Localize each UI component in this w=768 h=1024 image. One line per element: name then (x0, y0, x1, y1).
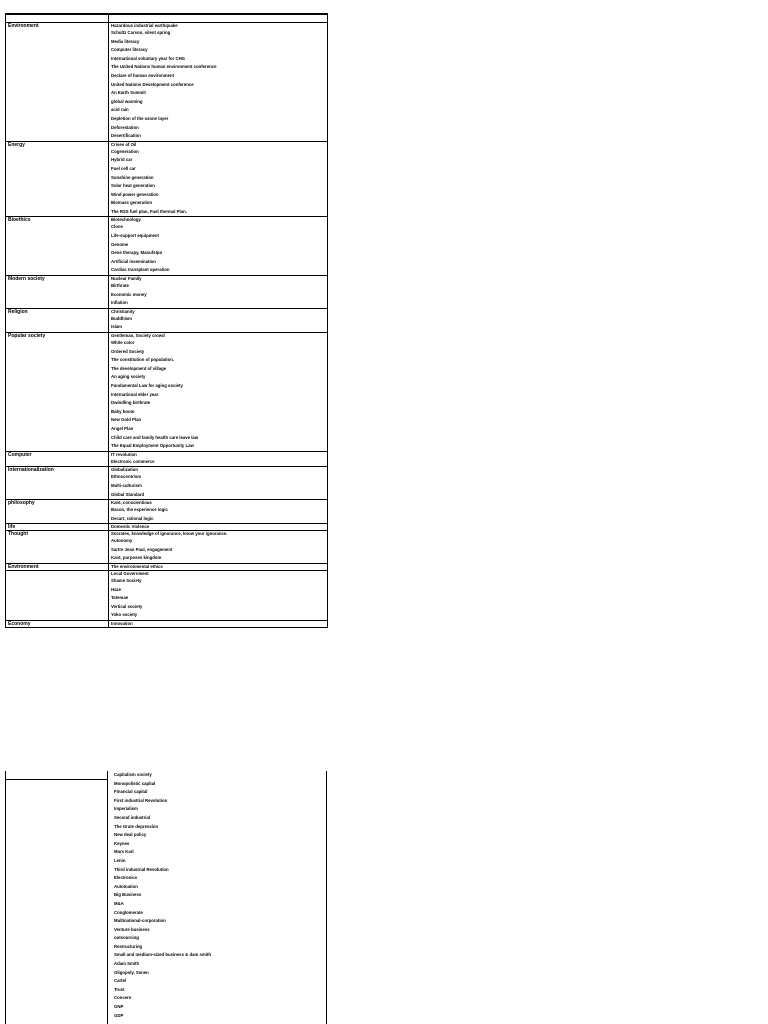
topic-item: Christianity (111, 308, 135, 314)
topic-item: Haze (111, 586, 122, 592)
items-cell (109, 308, 328, 332)
items-cell (109, 333, 328, 452)
topic-item: Big Business (114, 892, 142, 898)
topic-item: GNP (114, 1004, 124, 1010)
category-cell (6, 531, 109, 564)
items-cell (109, 467, 328, 500)
topic-item: Decart, rational logic (111, 515, 154, 521)
topic-item: Automation (114, 883, 138, 889)
topic-item: Life-support equipment (111, 233, 159, 239)
topic-item: Innovation (111, 621, 133, 627)
category-cell (6, 217, 109, 276)
category-label: Modern society (8, 276, 45, 283)
topic-item: Lenin (114, 857, 126, 863)
category-label: Internationalization (8, 467, 54, 474)
topic-item: Nuclear Family (111, 276, 142, 282)
topic-item: Autonomy (111, 538, 133, 544)
topic-item: Fundamental Law for aging society (111, 382, 183, 388)
category-cell (6, 467, 109, 500)
topic-item: Tatemae (111, 595, 129, 601)
topic-item: Genome (111, 241, 129, 247)
topic-item: Third industrial Revolution (114, 866, 169, 872)
topic-item: International voluntary year for CHG (111, 55, 186, 61)
header-cell-2 (109, 14, 328, 23)
topic-item: Yoko society (111, 612, 138, 618)
topic-item: Vertical society (111, 603, 143, 609)
topic-item: Kant, conscientious (111, 500, 152, 506)
items-cell (109, 531, 328, 564)
topic-item: Inflation (111, 300, 128, 306)
topic-item: Bacon, the experience logic (111, 507, 168, 513)
topic-item: Wind power generation (111, 191, 159, 197)
section-row (6, 467, 328, 500)
topic-item: Restructuring (114, 943, 143, 949)
topic-item: Venture business (114, 926, 150, 932)
items-cell (109, 276, 328, 309)
topic-item: acid rain (111, 107, 129, 113)
topic-item: Crises of Oil (111, 141, 137, 147)
category-label: Energy (8, 141, 25, 148)
topic-item: Marx Karl (114, 849, 134, 855)
topic-table (5, 13, 328, 628)
topic-item: Adam Smith (114, 961, 140, 967)
topic-item: Keynes (114, 840, 130, 846)
topic-item: International elder year (111, 391, 159, 397)
topic-item: Deforestation (111, 124, 139, 130)
topic-item: Desertification (111, 133, 141, 139)
topic-item: The United Nations human environment conference (111, 64, 217, 70)
topic-item: White color (111, 340, 135, 345)
topic-item: Ethnocentrism (111, 474, 142, 480)
category-cell (6, 524, 109, 531)
topic-item: Gene therapy, Manufstpo (111, 250, 163, 256)
topic-item: Biomass generation (111, 200, 153, 206)
category-cell (6, 276, 109, 309)
section-row (6, 531, 328, 564)
category-cell (6, 500, 109, 524)
topic-item: The constitution of population. (111, 357, 175, 363)
topic-item: Multi-culturism (111, 482, 142, 488)
topic-item: Artificial insemination (111, 258, 156, 264)
topic-item: United Nations Development conference (111, 81, 194, 87)
topic-item: Capitalism society (114, 772, 152, 777)
topic-item: Trust (114, 986, 125, 992)
spreadsheet-page-2 (5, 771, 327, 1024)
topic-item: An Earth Summit (111, 90, 146, 96)
section-row (6, 524, 328, 531)
topic-item: Multinational-corporation (114, 918, 166, 924)
header-cell-1 (6, 14, 109, 23)
topic-item: Birthrate (111, 283, 129, 289)
category-cell (6, 23, 109, 142)
topic-item: Small and medium-sized business & dam smith (114, 952, 211, 958)
category-cell (6, 564, 109, 571)
category-cell (6, 333, 109, 452)
topic-item: outsourcing (114, 935, 139, 941)
item-column (108, 771, 327, 1024)
items-cell (109, 141, 328, 217)
section-row (6, 564, 328, 571)
section-row (6, 621, 328, 628)
category-cell (6, 308, 109, 332)
topic-item: Monopolistic capital (114, 780, 156, 786)
topic-item: Concern (114, 995, 132, 1001)
topic-item: Second industrial (114, 814, 151, 820)
topic-item: M&A (114, 900, 124, 906)
category-label: Religion (8, 308, 28, 315)
category-column (5, 771, 108, 1024)
section-row (6, 308, 328, 332)
topic-item: Hazardous industrial earthquake (111, 23, 178, 28)
topic-item: The Equal Employment Opportunity Law (111, 443, 194, 449)
topic-item: Buddhism (111, 315, 133, 321)
topic-item: Solar heat generation (111, 183, 155, 189)
topic-item: Oligopoly, Ssnen (114, 969, 149, 975)
topic-item: Dwindling birthrate (111, 400, 151, 406)
items-cell (109, 500, 328, 524)
topic-item: The environmental ethics (111, 564, 163, 570)
category-cell (6, 451, 109, 467)
topic-item: New deal policy (114, 832, 147, 838)
category-cell (6, 141, 109, 217)
topic-item: Cogeneration (111, 148, 139, 154)
section-row (6, 23, 328, 142)
topic-item: First industrial Revolution (114, 797, 168, 803)
category-label: life (8, 524, 16, 531)
items-cell (109, 451, 328, 467)
topic-item: Shame Society (111, 578, 142, 584)
section-row (6, 333, 328, 452)
items-cell (109, 564, 328, 571)
category-label: Environment (8, 23, 39, 29)
items-cell (109, 571, 328, 621)
items-cell (109, 524, 328, 531)
topic-item: Global Standard (111, 491, 145, 497)
topic-item: Gentleman, Society crowd (111, 333, 165, 338)
section-row (6, 451, 328, 467)
topic-item: Angel Plan (111, 425, 134, 431)
topic-item: Hybrid car (111, 157, 133, 163)
topic-item: global warming (111, 98, 143, 104)
topic-item: The development of village (111, 365, 167, 371)
topic-item: GDP (114, 1012, 124, 1018)
topic-item: Cartel (114, 978, 127, 984)
topic-item: The Grate depression (114, 823, 159, 829)
topic-item: Local Government (111, 571, 149, 577)
topic-item: An aging society (111, 374, 146, 380)
topic-item: Child care and family health care leave law (111, 434, 199, 440)
topic-item: Domestic Violence (111, 524, 150, 530)
topic-item: Islam (111, 324, 122, 330)
topic-item: Kant, purposes kingdom (111, 555, 162, 561)
topic-item: Computer literacy (111, 47, 148, 53)
topic-item: Media literacy (111, 38, 140, 44)
topic-item: Cardiac transplant operation (111, 267, 170, 273)
category-label: philosophy (8, 500, 35, 507)
topic-item: Schultz Carson, silent spring (111, 30, 171, 35)
topic-item: Declare of human environment (111, 72, 175, 78)
items-cell (109, 217, 328, 276)
category-cell (6, 621, 109, 628)
section-row (6, 141, 328, 217)
topic-item: Clone (111, 224, 123, 230)
topic-item: The RSS fuel plan, Fuel thermal Plan. (111, 208, 187, 214)
section-row (6, 571, 328, 621)
topic-item: Electronics (114, 875, 138, 881)
section-row (6, 500, 328, 524)
section-row (6, 276, 328, 309)
topic-item: Conglomerate (114, 909, 143, 915)
category-label: Popular society (8, 333, 46, 339)
category-label: Environment (8, 564, 39, 571)
topic-item: Depletion of the ozone layer (111, 115, 169, 121)
spreadsheet-page-1 (5, 13, 327, 628)
category-label: Thought (8, 531, 28, 538)
category-cell (6, 571, 109, 621)
topic-item: IT revolution (111, 451, 137, 457)
topic-item: Ordered Society (111, 348, 145, 354)
topic-item: Economic money (111, 291, 147, 297)
section-row (6, 217, 328, 276)
topic-item: Imperialism (114, 806, 138, 812)
topic-item: Biotechnology (111, 217, 141, 223)
category-label: Economy (8, 621, 31, 628)
category-label: Bioethics (8, 217, 31, 224)
topic-item: Globalization (111, 467, 138, 473)
topic-item: Sunshine generation (111, 174, 154, 180)
topic-item: Sartre Jean Paul, engagement (111, 546, 173, 552)
items-cell (109, 23, 328, 142)
topic-item: Socrates, knowledge of ignorance, know your ignorance. (111, 531, 228, 537)
topic-item: New Gold Plan (111, 417, 142, 423)
category-label: Computer (8, 451, 32, 458)
topic-item: Electronic commerce (111, 458, 155, 464)
topic-item: Financial capital (114, 789, 148, 795)
items-cell (109, 621, 328, 628)
topic-item: Baby boom (111, 408, 135, 414)
topic-item: Fuel cell car (111, 165, 136, 171)
header-row (6, 14, 328, 23)
